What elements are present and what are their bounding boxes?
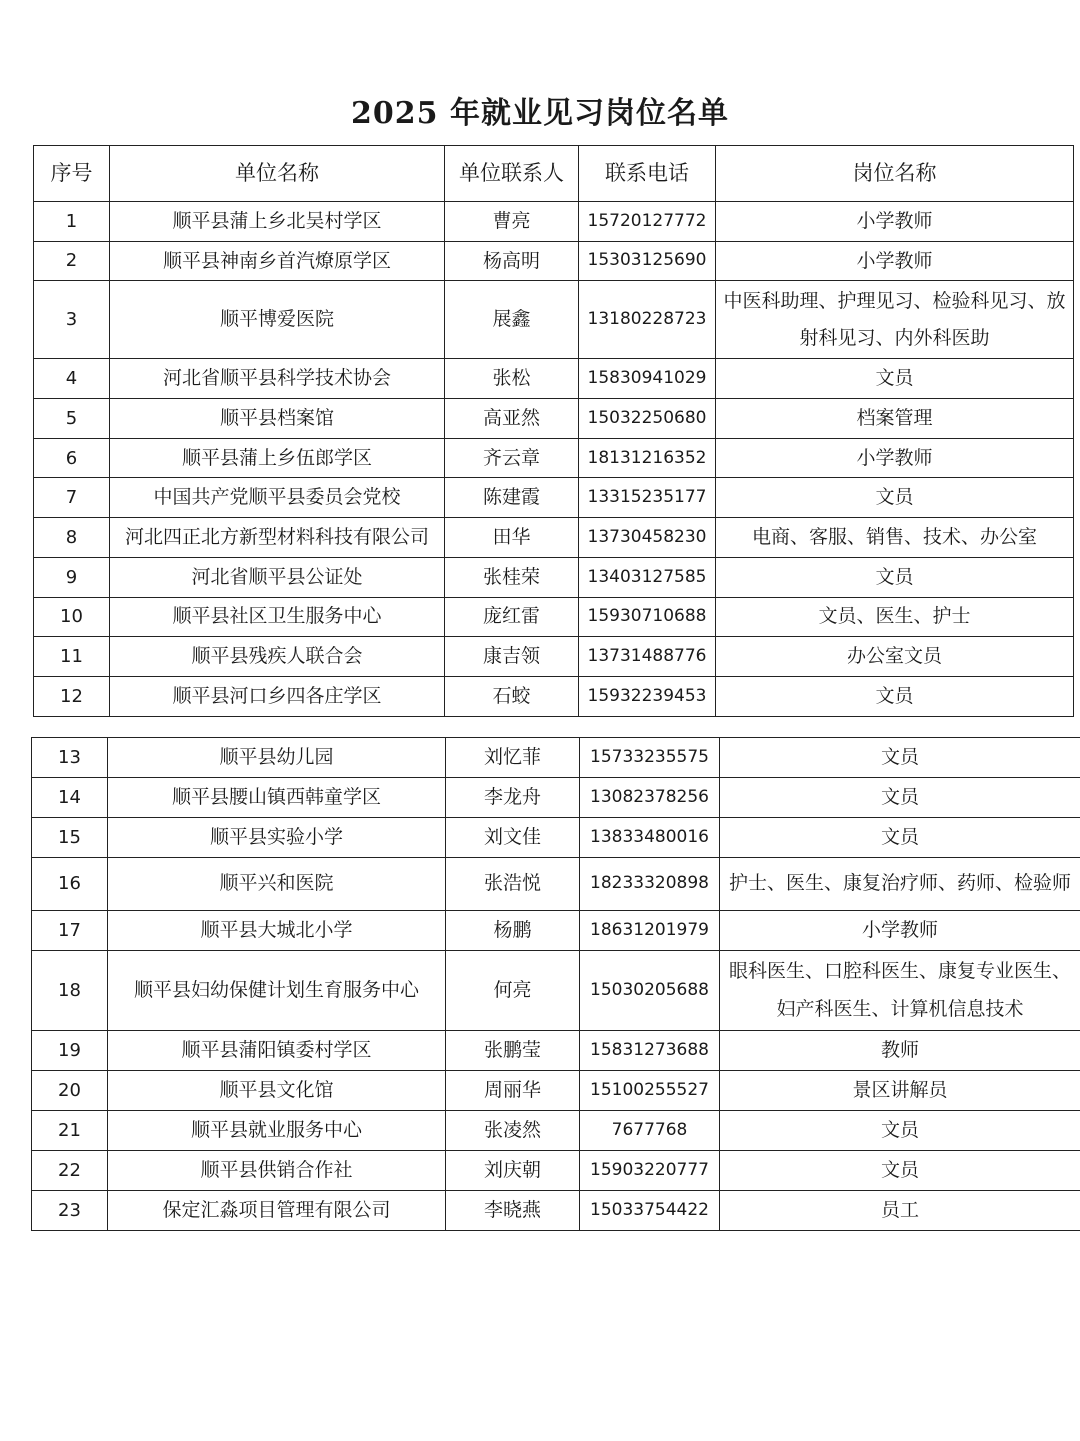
unit-name: 顺平县实验小学 [108,818,446,858]
row-index: 22 [32,1151,108,1191]
table-row [32,1111,1080,1151]
contact-phone: 13082378256 [580,778,720,818]
table-row [32,858,1080,911]
row-index: 6 [34,438,110,478]
header-contact: 单位联系人 [445,146,579,202]
table-row [34,281,1074,359]
position-name: 文员 [716,557,1074,597]
unit-name: 河北四正北方新型材料科技有限公司 [110,518,445,558]
row-index: 18 [32,951,108,1031]
table-row [32,738,1080,778]
unit-name: 顺平县河口乡四各庄学区 [110,676,445,716]
table-row [34,478,1074,518]
contact-phone: 15930710688 [579,597,716,637]
position-name: 文员 [716,359,1074,399]
row-index: 21 [32,1111,108,1151]
contact-person: 周丽华 [446,1071,580,1111]
table-row [34,637,1074,677]
table-row [32,1031,1080,1071]
contact-phone: 15100255527 [580,1071,720,1111]
header-index: 序号 [34,146,110,202]
row-index: 1 [34,202,110,242]
position-name: 护士、医生、康复治疗师、药师、检验师 [720,858,1080,911]
contact-phone: 13731488776 [579,637,716,677]
contact-person: 展鑫 [445,281,579,359]
contact-phone: 13315235177 [579,478,716,518]
position-name: 小学教师 [720,911,1080,951]
position-name: 文员 [720,1111,1080,1151]
contact-person: 张浩悦 [446,858,580,911]
contact-person: 石蛟 [445,676,579,716]
unit-name: 顺平县残疾人联合会 [110,637,445,677]
contact-person: 刘庆朝 [446,1151,580,1191]
row-index: 15 [32,818,108,858]
unit-name: 顺平县神南乡首汽燎原学区 [110,241,445,281]
row-index: 5 [34,399,110,439]
contact-person: 李晓燕 [446,1191,580,1231]
unit-name: 顺平县档案馆 [110,399,445,439]
contact-person: 杨高明 [445,241,579,281]
contact-person: 庞红雷 [445,597,579,637]
position-name: 小学教师 [716,438,1074,478]
row-index: 16 [32,858,108,911]
unit-name: 河北省顺平县公证处 [110,557,445,597]
unit-name: 顺平县大城北小学 [108,911,446,951]
table-row [34,518,1074,558]
unit-name: 中国共产党顺平县委员会党校 [110,478,445,518]
contact-phone: 13730458230 [579,518,716,558]
position-name: 员工 [720,1191,1080,1231]
table-row [32,1191,1080,1231]
row-index: 12 [34,676,110,716]
contact-phone: 15830941029 [579,359,716,399]
positions-table-part-1 [33,145,1074,717]
contact-person: 何亮 [446,951,580,1031]
contact-person: 曹亮 [445,202,579,242]
table-row [32,1071,1080,1111]
contact-person: 高亚然 [445,399,579,439]
table-row [34,676,1074,716]
row-index: 11 [34,637,110,677]
position-name: 文员 [720,738,1080,778]
row-index: 17 [32,911,108,951]
contact-phone: 7677768 [580,1111,720,1151]
unit-name: 顺平县幼儿园 [108,738,446,778]
contact-person: 田华 [445,518,579,558]
table-row [32,951,1080,1031]
contact-phone: 15032250680 [579,399,716,439]
contact-person: 齐云章 [445,438,579,478]
unit-name: 顺平县蒲上乡伍郎学区 [110,438,445,478]
contact-person: 刘忆菲 [446,738,580,778]
header-unit: 单位名称 [110,146,445,202]
row-index: 10 [34,597,110,637]
row-index: 14 [32,778,108,818]
contact-phone: 15303125690 [579,241,716,281]
table-header-row [34,146,1074,202]
position-name: 小学教师 [716,202,1074,242]
row-index: 23 [32,1191,108,1231]
document-title: 2025 年就业见习岗位名单 [351,96,729,131]
row-index: 9 [34,557,110,597]
unit-name: 顺平博爱医院 [110,281,445,359]
table-row [34,597,1074,637]
unit-name: 顺平县文化馆 [108,1071,446,1111]
position-name: 电商、客服、销售、技术、办公室 [716,518,1074,558]
table-row [34,202,1074,242]
table-row [32,778,1080,818]
table-row [34,399,1074,439]
position-name: 档案管理 [716,399,1074,439]
unit-name: 顺平县蒲上乡北吴村学区 [110,202,445,242]
contact-phone: 15720127772 [579,202,716,242]
row-index: 3 [34,281,110,359]
row-index: 4 [34,359,110,399]
position-name: 文员、医生、护士 [716,597,1074,637]
table-row [34,557,1074,597]
header-position: 岗位名称 [716,146,1074,202]
contact-person: 李龙舟 [446,778,580,818]
contact-phone: 18131216352 [579,438,716,478]
header-phone: 联系电话 [579,146,716,202]
unit-name: 顺平兴和医院 [108,858,446,911]
position-name: 办公室文员 [716,637,1074,677]
contact-phone: 15033754422 [580,1191,720,1231]
contact-phone: 13833480016 [580,818,720,858]
position-name: 教师 [720,1031,1080,1071]
unit-name: 顺平县蒲阳镇委村学区 [108,1031,446,1071]
contact-person: 张桂荣 [445,557,579,597]
table-row [32,1151,1080,1191]
position-name: 文员 [716,676,1074,716]
row-index: 7 [34,478,110,518]
row-index: 2 [34,241,110,281]
contact-phone: 15932239453 [579,676,716,716]
contact-phone: 15733235575 [580,738,720,778]
contact-person: 张鹏莹 [446,1031,580,1071]
unit-name: 顺平县社区卫生服务中心 [110,597,445,637]
unit-name: 顺平县腰山镇西韩童学区 [108,778,446,818]
contact-phone: 13180228723 [579,281,716,359]
unit-name: 河北省顺平县科学技术协会 [110,359,445,399]
contact-person: 张松 [445,359,579,399]
position-name: 文员 [720,1151,1080,1191]
position-name: 文员 [720,818,1080,858]
contact-phone: 15903220777 [580,1151,720,1191]
contact-person: 刘文佳 [446,818,580,858]
row-index: 20 [32,1071,108,1111]
contact-phone: 18631201979 [580,911,720,951]
contact-phone: 18233320898 [580,858,720,911]
position-name: 眼科医生、口腔科医生、康复专业医生、妇产科医生、计算机信息技术 [720,951,1080,1031]
contact-phone: 13403127585 [579,557,716,597]
row-index: 19 [32,1031,108,1071]
position-name: 中医科助理、护理见习、检验科见习、放射科见习、内外科医助 [716,281,1074,359]
table-row [34,241,1074,281]
position-name: 文员 [716,478,1074,518]
contact-person: 康吉领 [445,637,579,677]
unit-name: 顺平县妇幼保健计划生育服务中心 [108,951,446,1031]
contact-phone: 15831273688 [580,1031,720,1071]
unit-name: 顺平县供销合作社 [108,1151,446,1191]
unit-name: 保定汇淼项目管理有限公司 [108,1191,446,1231]
contact-person: 陈建霞 [445,478,579,518]
unit-name: 顺平县就业服务中心 [108,1111,446,1151]
table-row [32,911,1080,951]
position-name: 小学教师 [716,241,1074,281]
contact-person: 杨鹏 [446,911,580,951]
position-name: 文员 [720,778,1080,818]
table-row [34,438,1074,478]
contact-person: 张凌然 [446,1111,580,1151]
position-name: 景区讲解员 [720,1071,1080,1111]
positions-table-part-2 [31,737,1080,1231]
table-row [32,818,1080,858]
row-index: 8 [34,518,110,558]
table-row [34,359,1074,399]
contact-phone: 15030205688 [580,951,720,1031]
row-index: 13 [32,738,108,778]
